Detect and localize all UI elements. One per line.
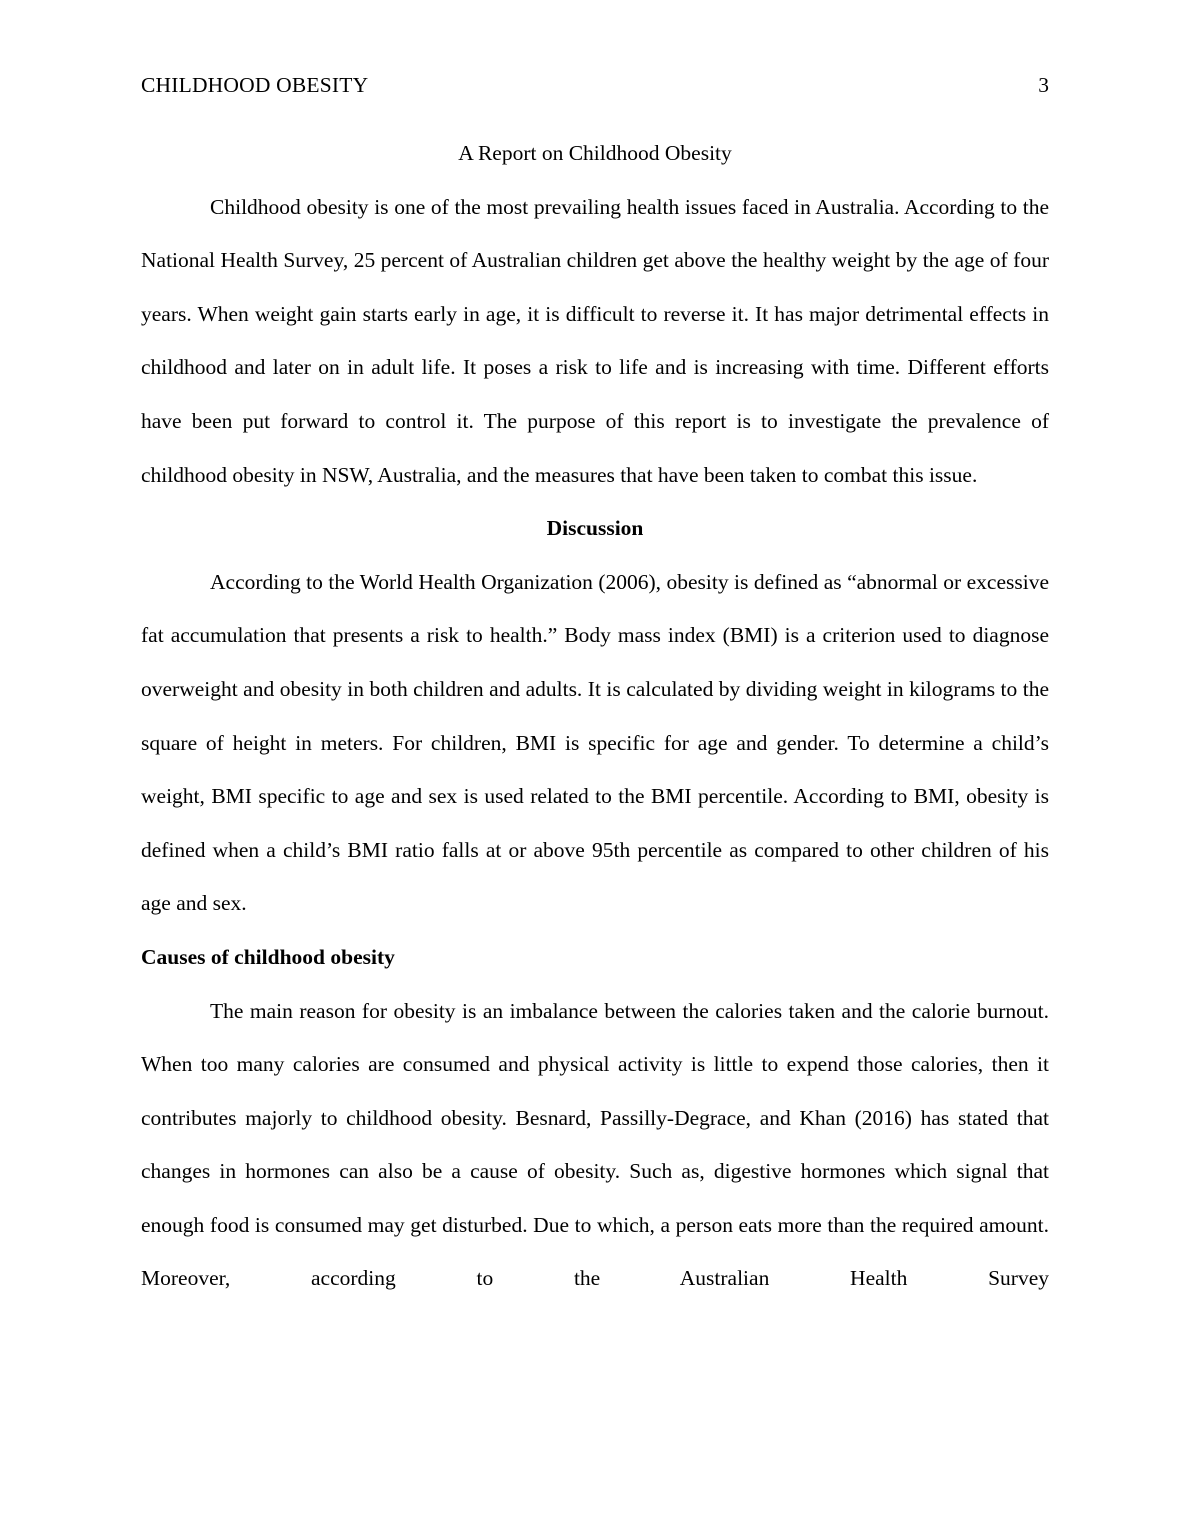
causes-paragraph: The main reason for obesity is an imbalance between the calories taken and the calorie burnout. When too many calories are consumed and physical activity is little to expend those calories, then it contributes majorly to childhood obesity. Besnard, Passilly-Degrace, and Khan (2016) has stated that changes in hormones can also be a cause of obesity. Such as, digestive hormones which signal that enough food is consumed may get disturbed. Due to which, a person eats more than the required amount. Moreover, according to the Australian Health Survey [141,998,1049,1291]
intro-paragraph: Childhood obesity is one of the most prevailing health issues faced in Australia. According to the National Health Survey, 25 percent of Australian children get above the healthy weight by the age of four years. When weight gain starts early in age, it is difficult to reverse it. It has major detrimental effects in childhood and later on in adult life. It poses a risk to life and is increasing with time. Different efforts have been put forward to control it. The purpose of this report is to investigate the prevalence of childhood obesity in NSW, Australia, and the measures that have been taken to combat this issue. [141,194,1049,487]
page-header [141,70,1049,100]
discussion-heading: Discussion [546,516,644,541]
page-number: 3 [1038,73,1049,97]
causes-heading: Causes of childhood obesity [141,944,395,969]
running-head: CHILDHOOD OBESITY [141,73,369,97]
report-title: A Report on Childhood Obesity [458,141,732,165]
document-body [141,127,1049,1306]
discussion-paragraph: According to the World Health Organization (2006), obesity is defined as “abnormal or excessive fat accumulation that presents a risk to health.” Body mass index (BMI) is a criterion used to diagnose overweight and obesity in both children and adults. It is calculated by dividing weight in kilograms to the square of height in meters. For children, BMI is specific for age and gender. To determine a child’s weight, BMI specific to age and sex is used related to the BMI percentile. According to BMI, obesity is defined when a child’s BMI ratio falls at or above 95th percentile as compared to other children of his age and sex. [141,569,1049,916]
